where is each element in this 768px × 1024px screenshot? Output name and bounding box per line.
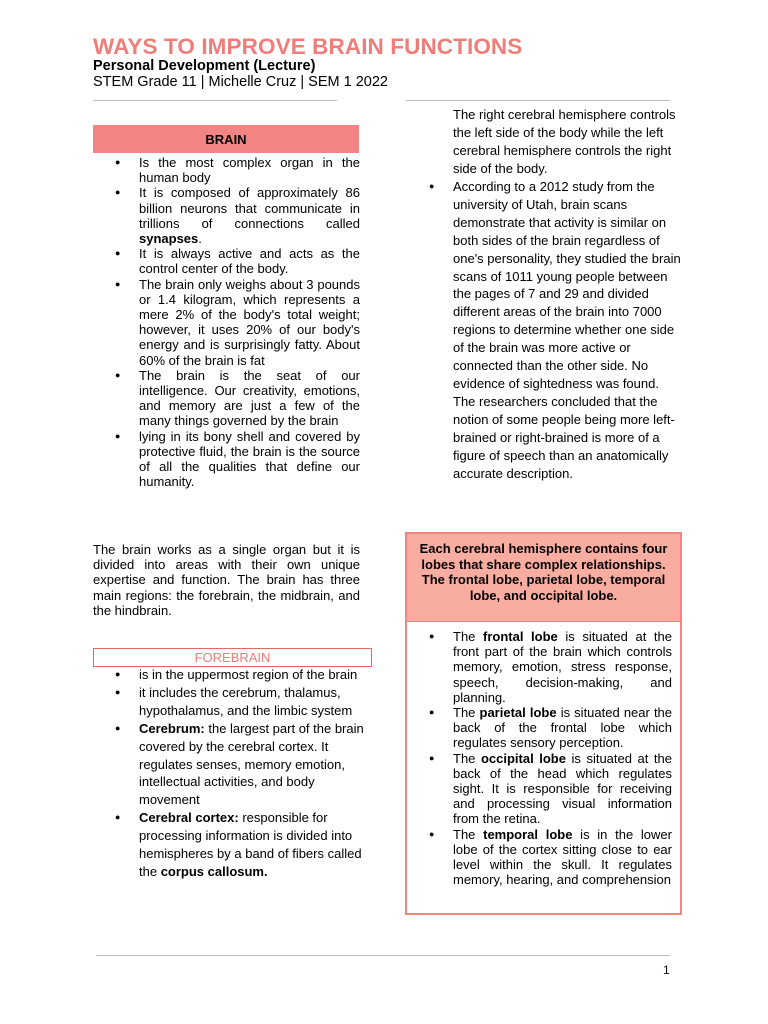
text-run: The brain is the seat of our intelligence. Our creativity, emotions, and memory are just a few of the many things governed by the brain	[139, 367, 360, 429]
header-divider-left	[93, 100, 337, 101]
list-item	[93, 429, 360, 490]
text-run: The	[453, 705, 480, 721]
brain-bullet-list-container	[93, 155, 360, 489]
list-item	[93, 720, 371, 810]
list-item	[93, 666, 371, 684]
bold-term: Cerebrum:	[139, 720, 205, 736]
footer-divider	[96, 955, 670, 956]
text-run: responsible for processing information is divided into hemispheres by a band of fibers called the	[139, 810, 362, 879]
text-run: According to a 2012 study from the university of Utah, brain scans demonstrate that activity is similar on both sides of the brain regardless of one's personality, they studied the brain scans of 1011 young people between the pages of 7 and 29 and divided different areas of the brain into 7000 regions to determine whether one side of the brain was more active or connected than the other side. No evidence of sightedness was found. The researchers concluded that the notion of some people being more left-brained or right-brained is more of a figure of speech than an anatomically accurate description.	[453, 179, 681, 481]
bold-term: occipital lobe	[480, 750, 566, 766]
list-item	[93, 155, 360, 185]
text-run: it includes the cerebrum, thalamus, hypothalamus, and the limbic system	[139, 684, 353, 718]
hemisphere-continuation-text: The right cerebral hemisphere controls the left side of the body while the left cerebral hemisphere controls the right side of the body.	[453, 107, 676, 176]
bold-term: temporal lobe	[483, 826, 573, 842]
text-run: The brain only weighs about 3 pounds or 1.4 kilogram, which represents a mere 2% of the body's total weight; however, it uses 20% of our body's energy and is surprisingly fatty. About 60% of the brain is fat	[139, 276, 360, 368]
document-title: WAYS TO IMPROVE BRAIN FUNCTIONS	[93, 34, 523, 59]
text-run: It is always active and acts as the control center of the body.	[139, 246, 360, 277]
text-run: is in the uppermost region of the brain	[139, 667, 358, 682]
text-run: The	[453, 826, 484, 842]
lobes-bullet-list	[407, 629, 672, 887]
list-item	[93, 246, 360, 276]
forebrain-section-heading: FOREBRAIN	[93, 648, 372, 667]
text-run: is situated at the front part of the brain which controls memory, emotion, stress response, speech, decision-making, and planning.	[453, 629, 672, 705]
list-item	[407, 827, 672, 888]
header-divider-right	[406, 100, 670, 101]
text-run: is situated near the back of the frontal lobe which regulates sensory perception.	[453, 705, 673, 751]
forebrain-bullet-list-container	[93, 666, 371, 881]
lobes-callout-heading: Each cerebral hemisphere contains four lobes that share complex relationships. The frontal lobe, parietal lobe, temporal lobe, and occipital lobe.	[407, 534, 680, 622]
list-item	[93, 368, 360, 429]
list-item	[93, 809, 371, 881]
list-item	[93, 684, 371, 720]
bold-term: parietal lobe	[479, 705, 557, 721]
bold-term: synapses	[139, 231, 199, 247]
text-run: is in the lower lobe of the cortex sitting close to ear level within the skull. It regulates memory, hearing, and comprehension	[453, 826, 672, 888]
brain-section-heading: BRAIN	[93, 125, 359, 153]
bold-term: frontal lobe	[483, 629, 558, 644]
text-run: is situated at the back of the head which regulates sight. It is responsible for receiving and processing visual information from the retina.	[453, 750, 672, 827]
brain-regions-paragraph: The brain works as a single organ but it is divided into areas with their own unique expertise and function. The brain has three main regions: the forebrain, the midbrain, and the hindbrain.	[93, 542, 360, 618]
list-item	[93, 185, 360, 246]
text-run: Is the most complex organ in the human body	[139, 155, 360, 186]
lobes-callout-box	[405, 532, 682, 915]
course-meta: STEM Grade 11 | Michelle Cruz | SEM 1 2022	[93, 74, 388, 90]
bold-term: corpus callosum.	[160, 863, 268, 879]
list-item	[93, 277, 360, 368]
brain-bullet-list	[93, 155, 360, 489]
text-run: .	[198, 231, 202, 247]
page-number: 1	[663, 963, 670, 977]
text-run: The	[453, 629, 483, 644]
list-item	[407, 705, 672, 751]
utah-study-bullet-list	[407, 178, 683, 482]
course-subtitle: Personal Development (Lecture)	[93, 58, 316, 74]
text-run: the largest part of the brain covered by the cerebral cortex. It regulates senses, memory emotion, intellectual activities, and body movement	[139, 720, 364, 808]
text-run: The	[453, 750, 481, 766]
text-run: It is composed of approximately 86 billion neurons that communicate in trillions of connections called	[139, 185, 360, 231]
bold-term: Cerebral cortex:	[139, 810, 239, 826]
list-item	[407, 751, 672, 827]
text-run: lying in its bony shell and covered by protective fluid, the brain is the source of all the qualities that define our humanity.	[139, 428, 360, 490]
forebrain-bullet-list	[93, 666, 371, 881]
list-item	[407, 629, 672, 705]
lobes-list-container	[407, 622, 678, 887]
list-item	[407, 178, 683, 482]
utah-study-list-container	[407, 178, 683, 482]
